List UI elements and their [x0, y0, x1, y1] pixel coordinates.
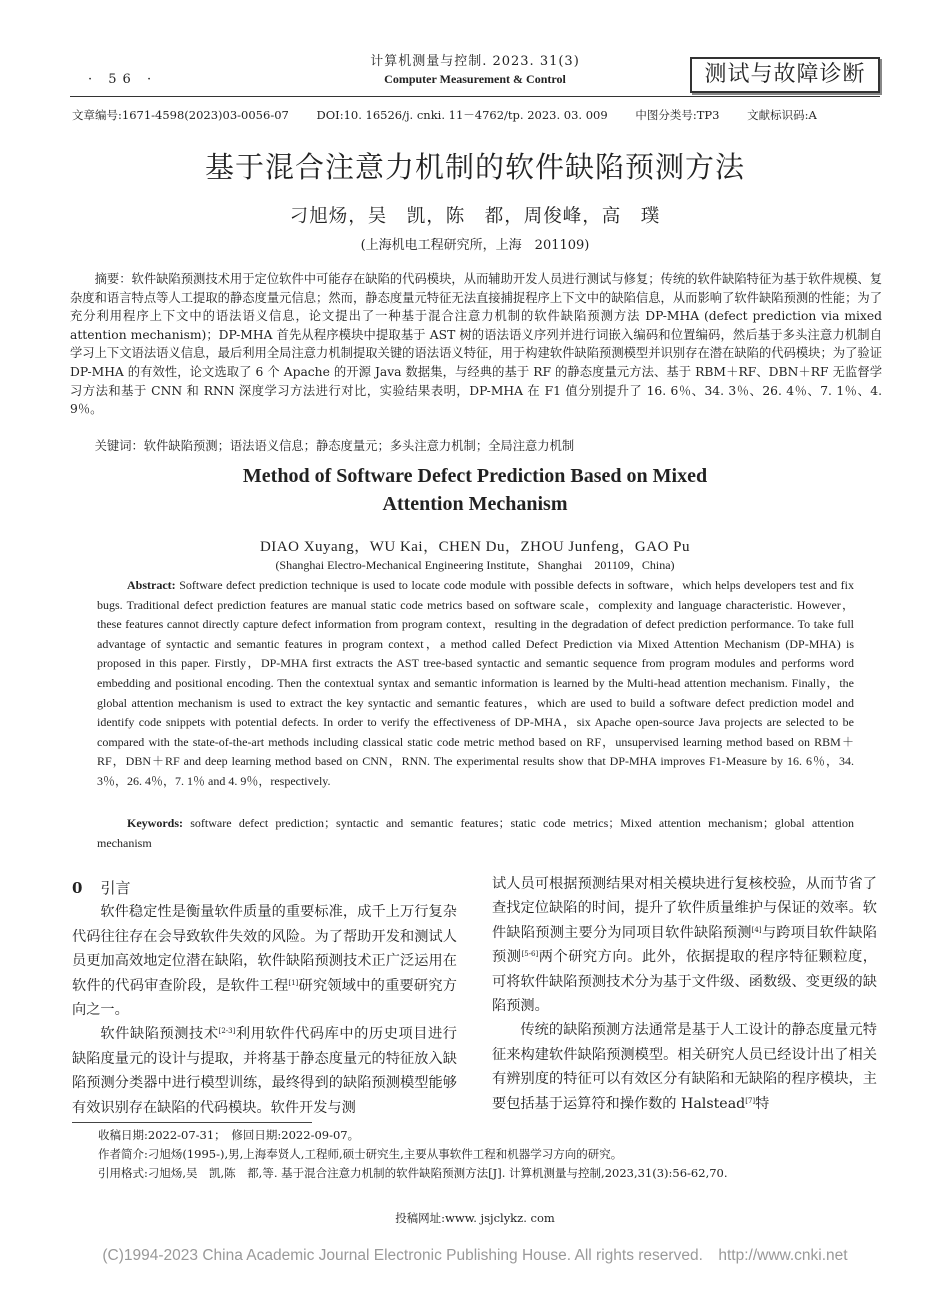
keywords-en-text: software defect prediction；syntactic and semantic features；static code metrics；Mixed attention mechanism；global attention mechanism	[97, 816, 855, 850]
paper-title-zh: 基于混合注意力机制的软件缺陷预测方法	[204, 150, 745, 184]
footnote-author-bio: 作者简介:刁旭炀(1995-),男,上海奉贤人,工程师,硕士研究生,主要从事软件工程和机器学习方向的研究。	[98, 1147, 623, 1161]
body-column-left	[72, 876, 457, 1120]
abstract-zh-text: 软件缺陷预测技术用于定位软件中可能存在缺陷的代码模块，从而辅助开发人员进行测试与修复；传统的软件缺陷特征为基于软件规模、复杂度和语言特点等人工提取的静态度量元信息；然而，静态度量元特征无法直接捕捉程序上下文中的缺陷信息，从而影响了软件缺陷预测的性能；为了充分利用程序上下文中的语法语义信息，论文提出了一种基于混合注意力机制的软件缺陷预测方法 DP-MHA (defect prediction via mixed attention mechanism)；DP-MHA 首先从程序模块中提取基于 AST 树的语法语义序列并进行词嵌入编码和位置编码，然后基于多头注意力机制自学习上下文语法语义信息，最后利用全局注意力机制提取关键的语法语义特征，用于构建软件缺陷预测模型并识别存在潜在缺陷的代码模块；为了验证 DP-MHA 的有效性，论文选取了 6 个 Apache 的开源 Java 数据集，与经典的基于 RF 的静态度量元方法、基于 RBM＋RF、DBN＋RF 无监督学习方法和基于 CNN 和 RNN 深度学习方法进行对比，实验结果表明，DP-MHA 在 F1 值分别提升了 16. 6％、34. 3％、26. 4％、7. 1％、4. 9％。	[70, 272, 882, 417]
clc-number: 中图分类号:TP3	[635, 108, 720, 122]
journal-title-zh: 计算机测量与控制. 2023. 31(3)	[370, 54, 580, 69]
abstract-en-label: Abstract:	[127, 578, 176, 592]
paragraph	[72, 900, 457, 1022]
article-meta	[72, 107, 892, 123]
section-number: 0	[72, 879, 83, 897]
paper-title-en	[0, 462, 950, 518]
footnote-citation: 引用格式:刁旭炀,吴 凯,陈 都,等. 基于混合注意力机制的软件缺陷预测方法[J]. 计算机测量与控制,2023,31(3):56-62,70.	[98, 1166, 728, 1180]
citation-ref: [5-6]	[521, 950, 539, 959]
paragraph-text: 与跨项目软件缺陷预测	[492, 924, 877, 966]
abstract-zh	[70, 270, 882, 419]
keywords-zh-text: 软件缺陷预测；语法语义信息；静态度量元；多头注意力机制；全局注意力机制	[143, 439, 575, 453]
keywords-zh	[70, 436, 882, 454]
paragraph-text: 两个研究方向。此外，依据提取的程序特征颗粒度，可将软件缺陷预测技术分为基于文件级、函数级、变更级的缺陷预测。	[492, 949, 877, 1015]
footnote-dates: 收稿日期:2022-07-31； 修回日期:2022-09-07。	[98, 1128, 360, 1142]
article-number: 文章编号:1671-4598(2023)03-0056-07	[72, 108, 289, 122]
paragraph-text: 传统的缺陷预测方法通常是基于人工设计的静态度量元特征来构建软件缺陷预测模型。相关研究人员已经设计出了相关有辨别度的特征可以有效区分有缺陷和无缺陷的程序模块，主要包括基于运算符和操作数的 Halstead	[492, 1022, 877, 1112]
journal-title-en: Computer Measurement & Control	[384, 72, 566, 86]
citation-ref: [1]	[288, 978, 299, 987]
paper-title-en-line1: Method of Software Defect Prediction Based on Mixed	[242, 465, 708, 487]
abstract-en	[97, 576, 854, 792]
page-number: · 56 ·	[88, 72, 158, 87]
doi: DOI:10. 16526/j. cnki. 11－4762/tp. 2023. 03. 009	[316, 108, 608, 122]
abstract-zh-label: 摘要：	[94, 272, 132, 286]
copyright-watermark: (C)1994-2023 China Academic Journal Electronic Publishing House. All rights reserved. http://www.cnki.net	[102, 1247, 848, 1264]
document-code: 文献标识码:A	[747, 108, 817, 122]
paragraph	[492, 1018, 877, 1116]
citation-ref: [7]	[745, 1096, 756, 1105]
paragraph-text: 利用软件代码库中的历史项目进行缺陷度量元的设计与提取，并将基于静态度量元的特征放入缺陷预测分类器中进行模型训练，最终得到的缺陷预测模型能够有效识别存在缺陷的代码模块。软件开发与测	[72, 1026, 457, 1116]
section-label-box: 测试与故障诊断	[690, 57, 880, 93]
paragraph-text: 研究领域中的重要研究方向之一。	[72, 977, 457, 1019]
section-title: 引言	[100, 879, 131, 897]
abstract-en-text: Software defect prediction technique is used to locate code module with possible defects in software，which helps developers test and fix bugs. Traditional defect prediction features are manual static code metrics based on software scale，complexity and language characteristic. However，these features cannot directly capture defect information from program context，resulting in the degradation of defect prediction performance. To take full advantage of syntactic and semantic features in program context，a method called Defect Prediction via Mixed Attention Mechanism (DP-MHA) is proposed in this paper. Firstly，DP-MHA first extracts the AST tree-based syntactic and semantic sequence from program modules and performs word embedding and positional encoding. Then the contextual syntax and semantic information is learned by the Multi-head attention mechanism. Finally，the global attention mechanism is used to extract the key syntactic and semantic features，which are used to build a software defect prediction model and identify code snippets with potential defects. In order to verify the effectiveness of DP-MHA，six Apache open-source Java projects are selected to be compared with the state-of-the-art methods including classical static code metric method based on RF，unsupervised learning method based on RBM＋RF，DBN＋RF and deep learning method based on CNN，RNN. The experimental results show that DP-MHA improves F1-Measure by 16. 6％，34. 3％，26. 4％，7. 1％ and 4. 9％，respectively.	[97, 578, 854, 788]
citation-ref: [2-3]	[218, 1027, 236, 1036]
header-divider	[70, 96, 880, 97]
section-heading	[72, 876, 457, 900]
paragraph-text: 软件缺陷预测技术	[100, 1026, 219, 1043]
body-column-right	[492, 872, 877, 1116]
authors-en: DIAO Xuyang，WU Kai，CHEN Du，ZHOU Junfeng，GAO Pu	[259, 539, 691, 555]
paragraph-text: 特	[755, 1095, 770, 1112]
keywords-zh-label: 关键词：	[94, 439, 144, 453]
paragraph-text: 试人员可根据预测结果对相关模块进行复核校验，从而节省了查找定位缺陷的时间，提升了软件质量维护与保证的效率。软件缺陷预测主要分为同项目软件缺陷预测	[492, 876, 877, 941]
affiliation-zh: (上海机电工程研究所，上海 201109)	[360, 238, 590, 253]
affiliation-en: (Shanghai Electro-Mechanical Engineering Institute，Shanghai 201109，China)	[275, 558, 675, 572]
authors-zh: 刁旭炀，吴 凯，陈 都，周俊峰，高 璞	[289, 206, 661, 227]
paragraph	[492, 872, 877, 1018]
submission-website: 投稿网址:www. jsjclykz. com	[395, 1211, 555, 1225]
keywords-en	[97, 814, 854, 853]
paragraph-text: 软件稳定性是衡量软件质量的重要标准，成千上万行复杂代码往往存在会导致软件失效的风险。为了帮助开发和测试人员更加高效地定位潜在缺陷，软件缺陷预测技术正广泛运用在软件的代码审查阶段，是软件工程	[72, 904, 457, 994]
paragraph	[72, 1022, 457, 1120]
citation-ref: [4]	[751, 925, 762, 934]
keywords-en-label: Keywords:	[127, 816, 183, 830]
footnote-divider	[72, 1122, 312, 1123]
paper-title-en-line2: Attention Mechanism	[382, 493, 568, 515]
